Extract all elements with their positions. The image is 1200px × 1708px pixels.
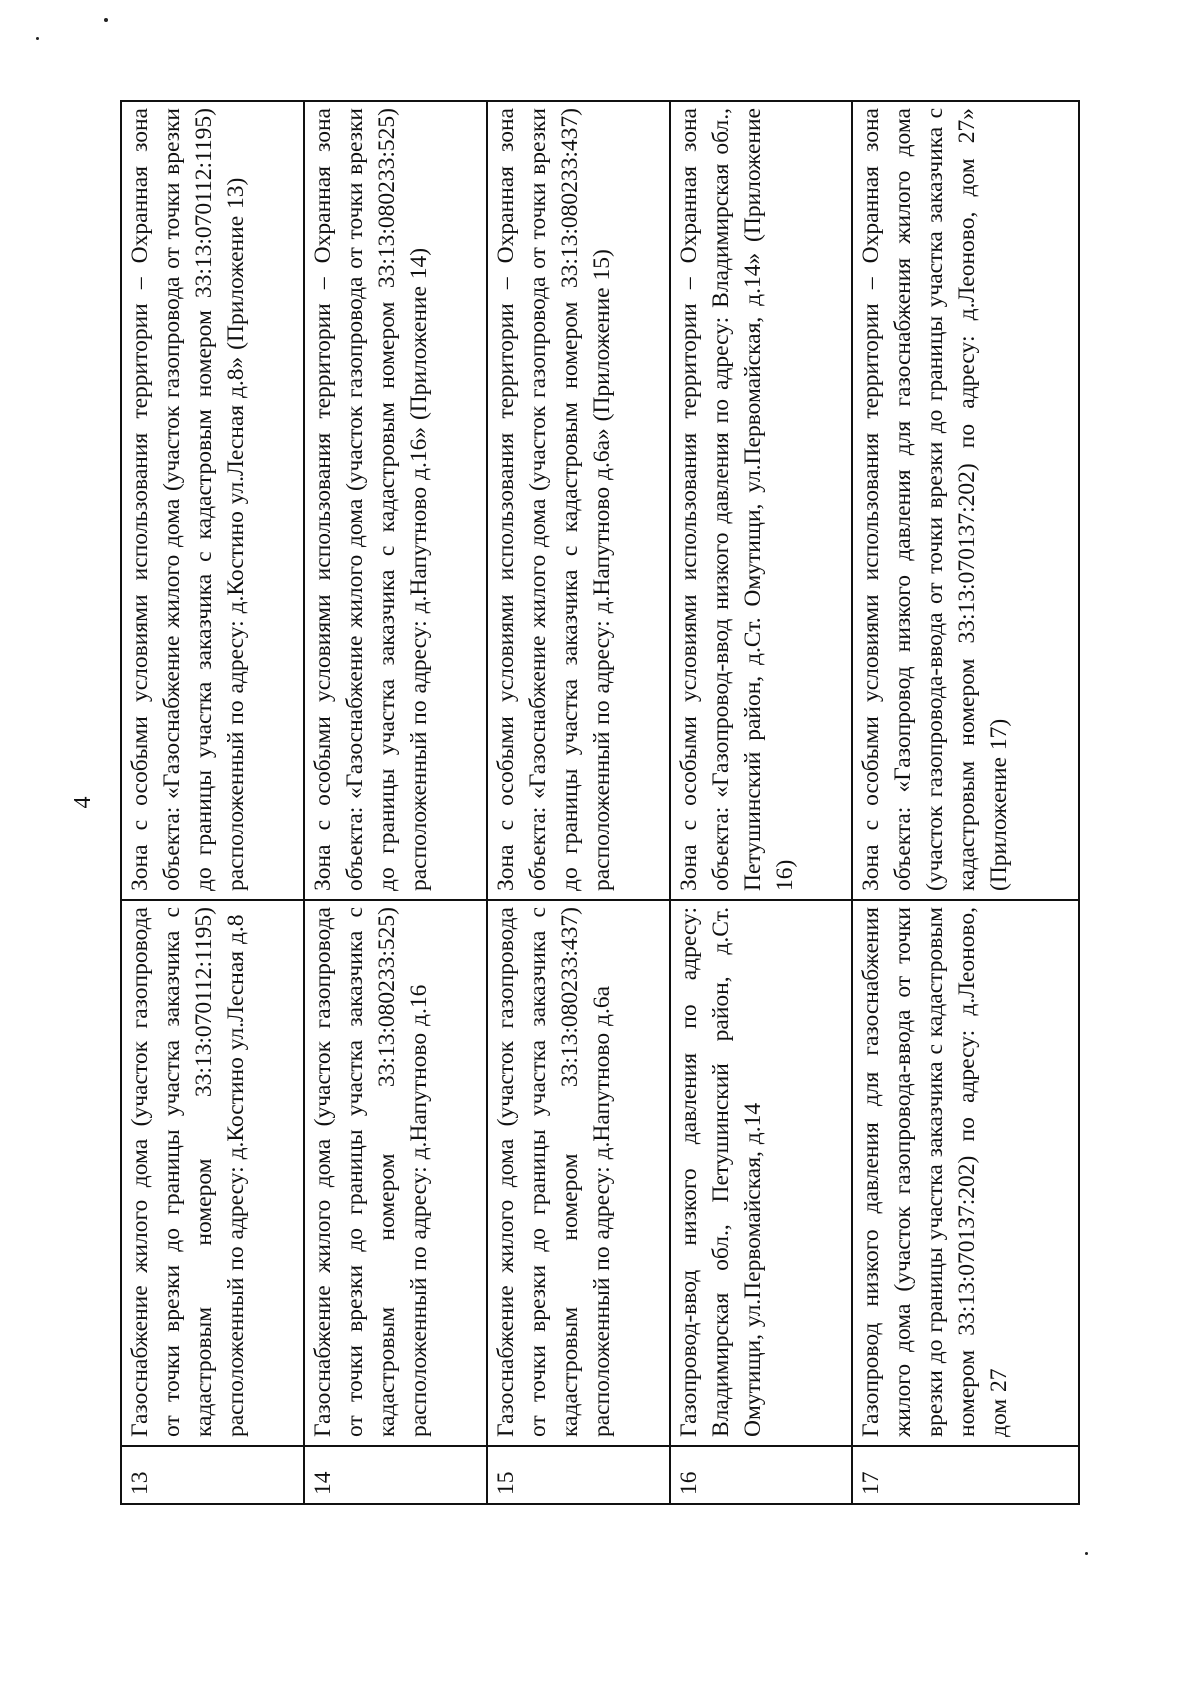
scan-speck: [1085, 1552, 1088, 1555]
zone-description: Зона с особыми условиями использования территории – Охранная зона объекта: «Газоснабжение жилого дома (участок газопровода от точки врезки до границы участка заказчика с кадастровым номером 33:13:070112:1195) расположенный по адресу: д.Костино ул.Лесная д.8» (Приложение 13): [121, 101, 304, 900]
row-number: 17: [852, 1446, 1079, 1504]
table-row: [121, 101, 304, 1504]
zone-description: Зона с особыми условиями использования территории – Охранная зона объекта: «Газоснабжение жилого дома (участок газопровода от точки врезки до границы участка заказчика с кадастровым номером 33:13:080233:437) расположенный по адресу: д.Напутново д.6а» (Приложение 15): [487, 101, 670, 900]
row-number: 14: [304, 1446, 487, 1504]
object-description: Газоснабжение жилого дома (участок газопровода от точки врезки до границы участка заказчика с кадастровым номером 33:13:070112:1195) расположенный по адресу: д.Костино ул.Лесная д.8: [121, 900, 304, 1446]
zone-description: Зона с особыми условиями использования территории – Охранная зона объекта: «Газопровод низкого давления для газоснабжения жилого дома (участок газопровода-ввода от точки врезки до границы участка заказчика с кадастровым номером 33:13:070137:202) по адресу: д.Леоново, дом 27» (Приложение 17): [852, 101, 1079, 900]
rotated-page: [70, 100, 1080, 1505]
table-row: [487, 101, 670, 1504]
object-description: Газопровод низкого давления для газоснабжения жилого дома (участок газопровода-ввода от точки врезки до границы участка заказчика с кадастровым номером 33:13:070137:202) по адресу: д.Леоново, дом 27: [852, 900, 1079, 1446]
row-number: 16: [670, 1446, 853, 1504]
table-row: [852, 101, 1079, 1504]
scan-speck: [104, 18, 108, 22]
object-description: Газопровод-ввод низкого давления по адресу: Владимирская обл., Петушинский район, д.Ст. Омутищи, ул.Первомайская, д.14: [670, 900, 853, 1446]
table-row: [304, 101, 487, 1504]
page-number: 4: [70, 796, 96, 809]
object-description: Газоснабжение жилого дома (участок газопровода от точки врезки до границы участка заказчика с кадастровым номером 33:13:080233:525) расположенный по адресу: д.Напутново д.16: [304, 900, 487, 1446]
row-number: 13: [121, 1446, 304, 1504]
object-description: Газоснабжение жилого дома (участок газопровода от точки врезки до границы участка заказчика с кадастровым номером 33:13:080233:437) расположенный по адресу: д.Напутново д.6а: [487, 900, 670, 1446]
row-number: 15: [487, 1446, 670, 1504]
objects-table: [120, 100, 1080, 1505]
scan-speck: [36, 37, 39, 40]
zone-description: Зона с особыми условиями использования территории – Охранная зона объекта: «Газопровод-ввод низкого давления по адресу: Владимирская обл., Петушинский район, д.Ст. Омутищи, ул.Первомайская, д.14» (Приложение 16): [670, 101, 853, 900]
table-row: [670, 101, 853, 1504]
zone-description: Зона с особыми условиями использования территории – Охранная зона объекта: «Газоснабжение жилого дома (участок газопровода от точки врезки до границы участка заказчика с кадастровым номером 33:13:080233:525) расположенный по адресу: д.Напутново д.16» (Приложение 14): [304, 101, 487, 900]
